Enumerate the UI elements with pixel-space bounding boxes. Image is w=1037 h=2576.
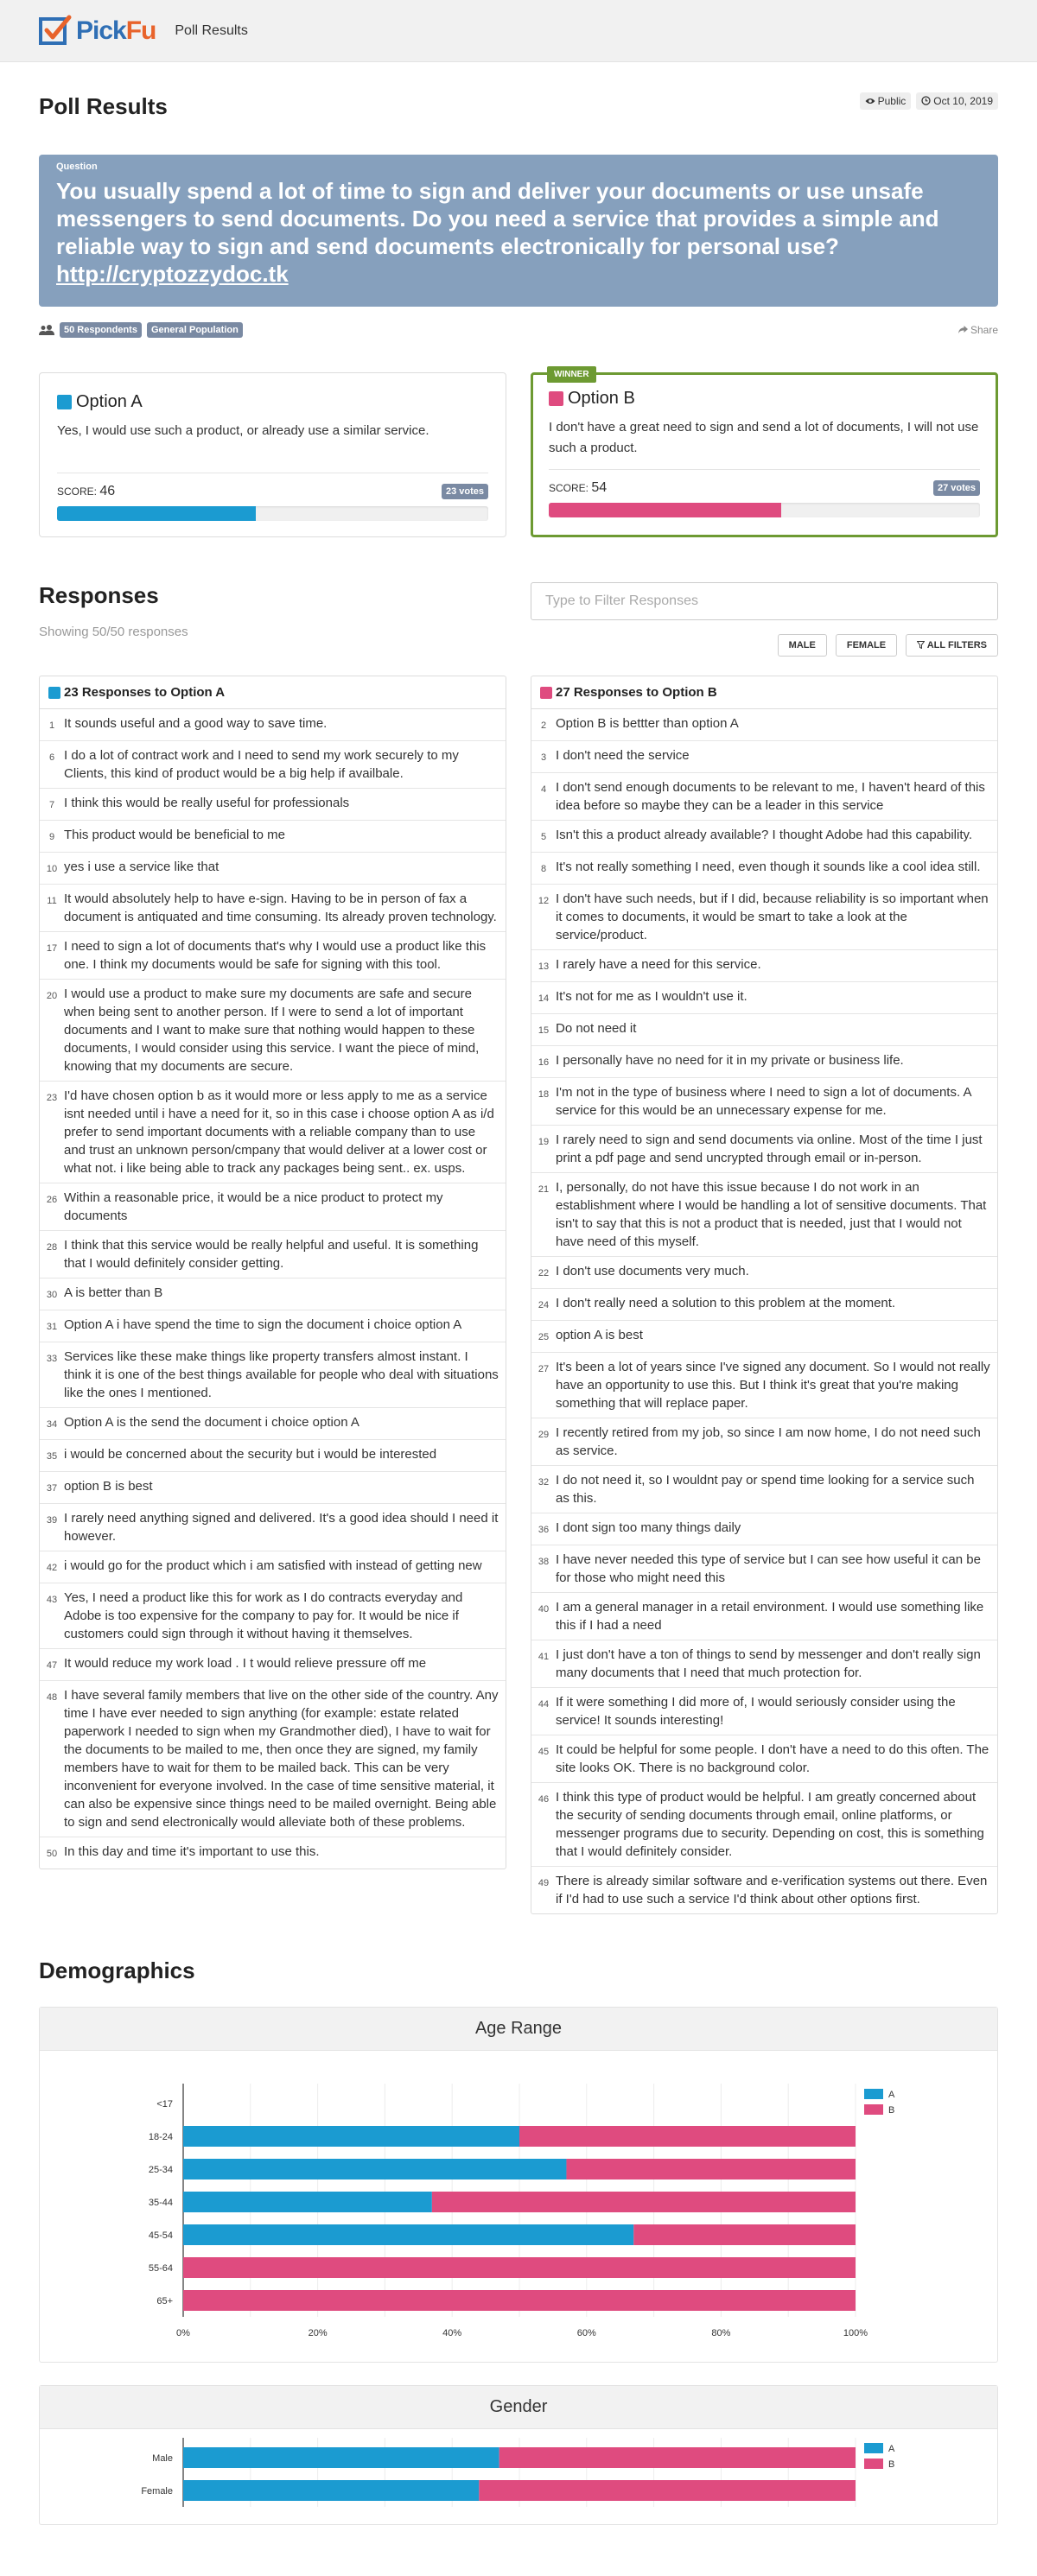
category-label: 45-54 xyxy=(148,2230,173,2241)
response-number: 39 xyxy=(46,1515,58,1526)
bar-b-5564 xyxy=(183,2257,856,2278)
legend-label: A xyxy=(888,2090,895,2100)
response-item xyxy=(40,1183,506,1231)
option-a-title: Option A xyxy=(76,392,143,411)
bar-b-1824 xyxy=(519,2126,856,2147)
response-number: 30 xyxy=(46,1290,58,1300)
response-item xyxy=(40,1310,506,1342)
demographics-title: Demographics xyxy=(39,1957,195,1983)
response-item xyxy=(531,741,997,773)
share-link[interactable] xyxy=(958,324,998,336)
response-item xyxy=(531,1046,997,1078)
option-b-score xyxy=(549,480,607,496)
response-item xyxy=(40,885,506,932)
response-item xyxy=(40,1472,506,1504)
bar-b-female xyxy=(479,2480,856,2501)
bar-b-3544 xyxy=(432,2192,856,2212)
all-filters-label: ALL FILTERS xyxy=(926,640,987,650)
response-number: 7 xyxy=(48,800,55,810)
response-number: 47 xyxy=(46,1660,58,1671)
response-item xyxy=(531,1735,997,1783)
bar-a-female xyxy=(183,2480,479,2501)
gender-chart xyxy=(39,2385,998,2525)
response-item xyxy=(531,1289,997,1321)
response-text: If it were something I did more of, I would seriously consider using the service! It sounds interesting! xyxy=(556,1695,956,1728)
response-item xyxy=(40,1551,506,1583)
option-a-card xyxy=(39,372,506,537)
response-item xyxy=(40,853,506,885)
option-a-score-label: SCORE: xyxy=(57,485,98,498)
response-number: 42 xyxy=(46,1563,58,1573)
response-item xyxy=(40,932,506,980)
response-text: I am a general manager in a retail environment. I would use something like this if I had a need xyxy=(556,1600,984,1633)
question-panel xyxy=(39,155,998,307)
x-tick-label: 20% xyxy=(308,2328,328,2338)
response-item xyxy=(531,821,997,853)
option-b-description: I don't have a great need to sign and send a lot of documents, I will not use such a product. xyxy=(549,420,979,455)
response-number: 48 xyxy=(46,1692,58,1703)
response-text: It's been a lot of years since I've signed any document. So I would not really have an opportunity to use this. But I think it's great that you're making something that will replace paper. xyxy=(556,1360,990,1411)
response-item xyxy=(531,1014,997,1046)
responses-option-b xyxy=(531,676,998,1914)
response-number: 16 xyxy=(538,1057,550,1068)
response-text: I don't send enough documents to be relevant to me, I haven't heard of this idea before so maybe they can be a leader in this service xyxy=(556,780,985,813)
bar-a-male xyxy=(183,2447,499,2468)
bar-a-4554 xyxy=(183,2224,633,2245)
response-text: In this day and time it's important to use this. xyxy=(64,1844,320,1859)
response-number: 33 xyxy=(46,1354,58,1364)
response-text: It's not really something I need, even though it sounds like a cool idea still. xyxy=(556,860,981,874)
response-number: 45 xyxy=(538,1747,550,1757)
response-number: 25 xyxy=(538,1332,550,1342)
bar-a-3544 xyxy=(183,2192,432,2212)
response-number: 24 xyxy=(538,1300,550,1310)
option-b-swatch xyxy=(540,687,552,699)
response-number: 3 xyxy=(540,752,547,763)
response-text: It would reduce my work load . I t would relieve pressure off me xyxy=(64,1656,427,1671)
filter-female-button[interactable]: FEMALE xyxy=(836,634,897,657)
category-label: 18-24 xyxy=(148,2132,173,2142)
response-item xyxy=(531,853,997,885)
category-label: 35-44 xyxy=(148,2198,173,2208)
response-number: 21 xyxy=(538,1184,550,1195)
logo-fu: Fu xyxy=(125,16,156,45)
category-label: 25-34 xyxy=(148,2165,173,2175)
response-text: Services like these make things like property transfers almost instant. I think it is one of the best things available for people who deal with situations like the ones I mentioned. xyxy=(64,1349,499,1400)
response-item xyxy=(40,1342,506,1408)
all-filters-button[interactable] xyxy=(906,634,998,657)
option-b-votes: 27 votes xyxy=(933,480,980,496)
x-tick-label: 40% xyxy=(442,2328,462,2338)
bar-b-4554 xyxy=(633,2224,856,2245)
response-number: 6 xyxy=(48,752,55,763)
response-item xyxy=(531,1126,997,1173)
response-text: I dont sign too many things daily xyxy=(556,1520,741,1535)
legend-label: B xyxy=(888,2105,895,2116)
response-item xyxy=(531,950,997,982)
gender-svg xyxy=(40,2429,997,2524)
response-text: It could be helpful for some people. I don't have a need to do this often. The site looks OK. There is no background color. xyxy=(556,1742,989,1775)
response-text: I think this type of product would be helpful. I am greatly concerned about the security of sending documents through email, online platforms, or messenger programs due to security. Depending on cost, this is something that I would definitely consider. xyxy=(556,1790,984,1859)
gender-title: Gender xyxy=(40,2386,997,2429)
response-number: 13 xyxy=(538,961,550,972)
response-item xyxy=(531,773,997,821)
response-text: I have never needed this type of service but I can see how useful it can be for those who might need this xyxy=(556,1552,981,1585)
response-text: There is already similar software and e-verification systems out there. Even if I'd had to use such a service I'd think about other options first. xyxy=(556,1874,988,1907)
question-body: You usually spend a lot of time to sign and deliver your documents or use unsafe messengers to send documents. Do you need a service that provides a simple and reliable way to sign and send documents electronically for personal use? xyxy=(56,178,939,259)
response-number: 32 xyxy=(538,1477,550,1488)
response-item xyxy=(531,1640,997,1688)
option-a-score-value: 46 xyxy=(99,484,116,498)
response-item xyxy=(531,1688,997,1735)
date-text: Oct 10, 2019 xyxy=(933,94,993,107)
response-text: I, personally, do not have this issue because I do not work in an establishment where I would be handling a lot of sensitive documents. That isn't to say that this is not a product that is needed, just that I would not have need of this myself. xyxy=(556,1180,987,1249)
response-text: I think that this service would be really helpful and useful. It is something that I would definitely consider getting. xyxy=(64,1238,479,1271)
legend-swatch-b xyxy=(864,2104,883,2115)
logo-pick: Pick xyxy=(76,16,126,45)
option-a-progress xyxy=(57,506,488,521)
response-text: I have several family members that live on the other side of the country. Any time I have ever needed to sign anything (for example: estate related paperwork I needed to sign when my Grandmother died), I have to wait for the documents to be mailed to me, then once they are signed, my family members have to wait for them to be mailed back. This can be very inconvenient for everyone involved. In the case of time sensitive material, it can also be expensive since things need to be mailed overnight. Being able to sign and send electronically would alleviate both of these problems. xyxy=(64,1688,499,1830)
pickfu-logo[interactable] xyxy=(38,14,156,48)
option-a-votes: 23 votes xyxy=(442,484,488,499)
response-number: 5 xyxy=(540,832,547,842)
bar-b-male xyxy=(499,2447,856,2468)
response-item xyxy=(531,1257,997,1289)
response-number: 15 xyxy=(538,1025,550,1036)
response-number: 26 xyxy=(46,1195,58,1205)
response-text: I just don't have a ton of things to send by messenger and don't really sign many documents that I need that much protection for. xyxy=(556,1647,981,1680)
visibility-badge xyxy=(860,92,912,110)
question-link[interactable]: http://cryptozzydoc.tk xyxy=(56,261,289,287)
response-item xyxy=(531,1466,997,1513)
option-a-description: Yes, I would use such a product, or already use a similar service. xyxy=(57,423,429,438)
response-item xyxy=(40,741,506,789)
bar-b-2534 xyxy=(566,2159,856,2179)
response-text: yes i use a service like that xyxy=(64,860,219,874)
option-b-card xyxy=(531,372,998,537)
share-text: Share xyxy=(970,324,998,336)
response-text: I rarely need anything signed and delivered. It's a good idea should I need it however. xyxy=(64,1511,499,1544)
response-text: I'm not in the type of business where I need to sign a lot of documents. A service for this would be an unnecessary expense for me. xyxy=(556,1085,971,1118)
response-number: 38 xyxy=(538,1557,550,1567)
response-item xyxy=(531,1593,997,1640)
option-a-swatch xyxy=(48,687,60,699)
response-number: 35 xyxy=(46,1451,58,1462)
legend-swatch-a xyxy=(864,2443,883,2453)
response-item xyxy=(40,1440,506,1472)
response-text: I recently retired from my job, so since I am now home, I do not need such as service. xyxy=(556,1425,981,1458)
response-text: option A is best xyxy=(556,1328,643,1342)
responses-a-heading: 23 Responses to Option A xyxy=(64,685,226,700)
response-text: Isn't this a product already available? I thought Adobe had this capability. xyxy=(556,828,973,842)
response-item xyxy=(40,1082,506,1183)
response-number: 2 xyxy=(540,720,547,731)
response-text: I don't need the service xyxy=(556,748,690,763)
age-range-svg xyxy=(40,2051,997,2362)
response-text: I would use a product to make sure my documents are safe and secure when being sent to another person. If I were to send a lot of important documents and I want to make sure that nothing would happen to these documents, I would consider using this service. I want the piece of mind, knowing that my documents are secure. xyxy=(64,987,480,1074)
response-item xyxy=(531,1545,997,1593)
response-text: It's not for me as I wouldn't use it. xyxy=(556,989,748,1004)
response-text: I do not need it, so I wouldnt pay or spend time looking for a service such as this. xyxy=(556,1473,975,1506)
response-text: option B is best xyxy=(64,1479,153,1494)
category-label: Female xyxy=(141,2486,173,2497)
response-item xyxy=(531,1173,997,1257)
x-tick-label: 100% xyxy=(843,2328,868,2338)
response-item xyxy=(40,1649,506,1681)
response-text: I don't have such needs, but if I did, because reliability is so important when it comes to documents, it would be smart to take a look at the service/product. xyxy=(556,891,989,942)
response-text: A is better than B xyxy=(64,1285,163,1300)
response-text: I don't really need a solution to this problem at the moment. xyxy=(556,1296,896,1310)
eye-icon xyxy=(865,97,875,105)
option-a-score xyxy=(57,484,115,499)
bar-a-1824 xyxy=(183,2126,519,2147)
x-tick-label: 60% xyxy=(576,2328,596,2338)
response-number: 28 xyxy=(46,1242,58,1253)
response-text: I rarely need to sign and send documents via online. Most of the time I just print a pdf page and send uncrypted through email or in-person. xyxy=(556,1133,983,1165)
response-text: Option A i have spend the time to sign the document i choice option A xyxy=(64,1317,462,1332)
category-label: 55-64 xyxy=(148,2263,173,2274)
response-text: I think this would be really useful for professionals xyxy=(64,796,350,810)
category-label: Male xyxy=(152,2453,173,2464)
response-number: 4 xyxy=(540,784,547,795)
legend-swatch-b xyxy=(864,2459,883,2469)
response-number: 49 xyxy=(538,1878,550,1888)
users-icon xyxy=(39,325,54,336)
response-number: 46 xyxy=(538,1794,550,1805)
winner-badge: WINNER xyxy=(547,366,596,383)
response-text: I rarely have a need for this service. xyxy=(556,957,761,972)
response-item xyxy=(531,1353,997,1418)
legend-label: B xyxy=(888,2459,895,2470)
response-number: 37 xyxy=(46,1483,58,1494)
response-text: Option A is the send the document i choice option A xyxy=(64,1415,359,1430)
share-icon xyxy=(958,326,968,333)
response-text: Yes, I need a product like this for work as I do contracts everyday and Adobe is too expensive for the company to pay for. It would be nice if customers could sign through it without having it themselves. xyxy=(64,1590,463,1641)
page-title: Poll Results xyxy=(39,93,168,119)
response-item xyxy=(40,1278,506,1310)
filter-male-button[interactable]: MALE xyxy=(778,634,827,657)
option-b-score-label: SCORE: xyxy=(549,482,589,494)
response-item xyxy=(40,1504,506,1551)
age-range-chart xyxy=(39,2007,998,2363)
nav-poll-results[interactable]: Poll Results xyxy=(175,22,248,38)
response-item xyxy=(531,1078,997,1126)
response-item xyxy=(40,1408,506,1440)
response-number: 22 xyxy=(538,1268,550,1278)
response-item xyxy=(531,885,997,950)
filter-responses-input[interactable] xyxy=(531,582,998,620)
population-tag: General Population xyxy=(147,322,243,338)
question-text xyxy=(56,177,981,288)
response-number: 36 xyxy=(538,1525,550,1535)
top-navbar xyxy=(0,0,1037,62)
response-number: 31 xyxy=(46,1322,58,1332)
response-item xyxy=(531,709,997,741)
response-text: Do not need it xyxy=(556,1021,637,1036)
legend-swatch-a xyxy=(864,2089,883,2099)
legend-label: A xyxy=(888,2444,895,2454)
response-number: 10 xyxy=(46,864,58,874)
response-item xyxy=(40,1231,506,1278)
response-number: 18 xyxy=(538,1089,550,1100)
response-item xyxy=(531,982,997,1014)
category-label: 65+ xyxy=(156,2296,173,2306)
response-text: Option B is bettter than option A xyxy=(556,716,739,731)
x-tick-label: 80% xyxy=(711,2328,731,2338)
option-a-swatch xyxy=(57,395,72,409)
response-text: I do a lot of contract work and I need to send my work securely to my Clients, this kind of product would be a big help if availbale. xyxy=(64,748,459,781)
response-text: This product would be beneficial to me xyxy=(64,828,285,842)
response-number: 11 xyxy=(47,896,57,906)
response-item xyxy=(40,709,506,741)
response-item xyxy=(531,1867,997,1913)
response-text: Within a reasonable price, it would be a nice product to protect my documents xyxy=(64,1190,443,1223)
response-number: 23 xyxy=(46,1093,58,1103)
response-item xyxy=(40,980,506,1082)
response-number: 9 xyxy=(48,832,55,842)
option-b-title: Option B xyxy=(568,389,635,408)
response-number: 27 xyxy=(538,1364,550,1374)
filter-icon xyxy=(917,641,925,649)
response-number: 8 xyxy=(540,864,547,874)
response-number: 20 xyxy=(46,991,58,1001)
question-label: Question xyxy=(56,162,98,172)
response-number: 34 xyxy=(46,1419,58,1430)
response-number: 29 xyxy=(538,1430,550,1440)
response-number: 14 xyxy=(538,993,550,1004)
response-text: I'd have chosen option b as it would more or less apply to me as a service isnt needed until i have a need for it, so in this case i choose option A as i/d prefer to send important documents with a reliable company than to use and trust an unknown person/cmpany that would deliver at a lower cost or what not. i like being able to track any packages being sent.. ex. usps. xyxy=(64,1088,494,1176)
responses-b-heading: 27 Responses to Option B xyxy=(556,685,717,700)
response-item xyxy=(40,1837,506,1869)
responses-option-a xyxy=(39,676,506,1869)
response-item xyxy=(40,789,506,821)
bar-b-65 xyxy=(183,2290,856,2311)
response-text: It would absolutely help to have e-sign. Having to be in person of fax a document is antiquated and time consuming. Its already proven technology. xyxy=(64,891,497,924)
age-range-title: Age Range xyxy=(40,2008,997,2051)
response-number: 41 xyxy=(538,1652,550,1662)
response-text: I don't use documents very much. xyxy=(556,1264,749,1278)
response-number: 19 xyxy=(538,1137,550,1147)
response-number: 50 xyxy=(46,1849,58,1859)
response-item xyxy=(531,1321,997,1353)
response-item xyxy=(531,1513,997,1545)
response-number: 12 xyxy=(538,896,550,906)
response-text: I need to sign a lot of documents that's why I would use a product like this one. I think my documents would be safe for signing with this tool. xyxy=(64,939,487,972)
date-badge xyxy=(916,92,998,110)
logo-check-icon xyxy=(38,14,73,48)
response-item xyxy=(40,821,506,853)
logo-text xyxy=(76,16,156,46)
visibility-text: Public xyxy=(877,94,907,107)
option-b-progress xyxy=(549,503,980,517)
response-text: I personally have no need for it in my private or business life. xyxy=(556,1053,904,1068)
responses-title: Responses xyxy=(39,582,159,608)
bar-a-2534 xyxy=(183,2159,566,2179)
x-tick-label: 0% xyxy=(176,2328,190,2338)
response-text: i would go for the product which i am satisfied with instead of getting new xyxy=(64,1558,482,1573)
option-b-swatch xyxy=(549,391,563,406)
response-number: 43 xyxy=(46,1595,58,1605)
response-item xyxy=(531,1783,997,1867)
response-item xyxy=(40,1681,506,1837)
clock-icon xyxy=(921,96,931,105)
response-number: 1 xyxy=(48,720,55,731)
response-text: It sounds useful and a good way to save time. xyxy=(64,716,328,731)
response-number: 17 xyxy=(46,943,58,954)
option-a-progress-fill xyxy=(57,506,256,521)
response-number: 40 xyxy=(538,1604,550,1615)
option-b-score-value: 54 xyxy=(591,480,608,495)
category-label: <17 xyxy=(156,2099,173,2110)
responses-count: Showing 50/50 responses xyxy=(39,625,188,639)
response-number: 44 xyxy=(538,1699,550,1710)
respondents-tag: 50 Respondents xyxy=(60,322,142,338)
response-item xyxy=(40,1583,506,1649)
response-item xyxy=(531,1418,997,1466)
option-b-progress-fill xyxy=(549,503,781,517)
response-text: i would be concerned about the security but i would be interested xyxy=(64,1447,437,1462)
